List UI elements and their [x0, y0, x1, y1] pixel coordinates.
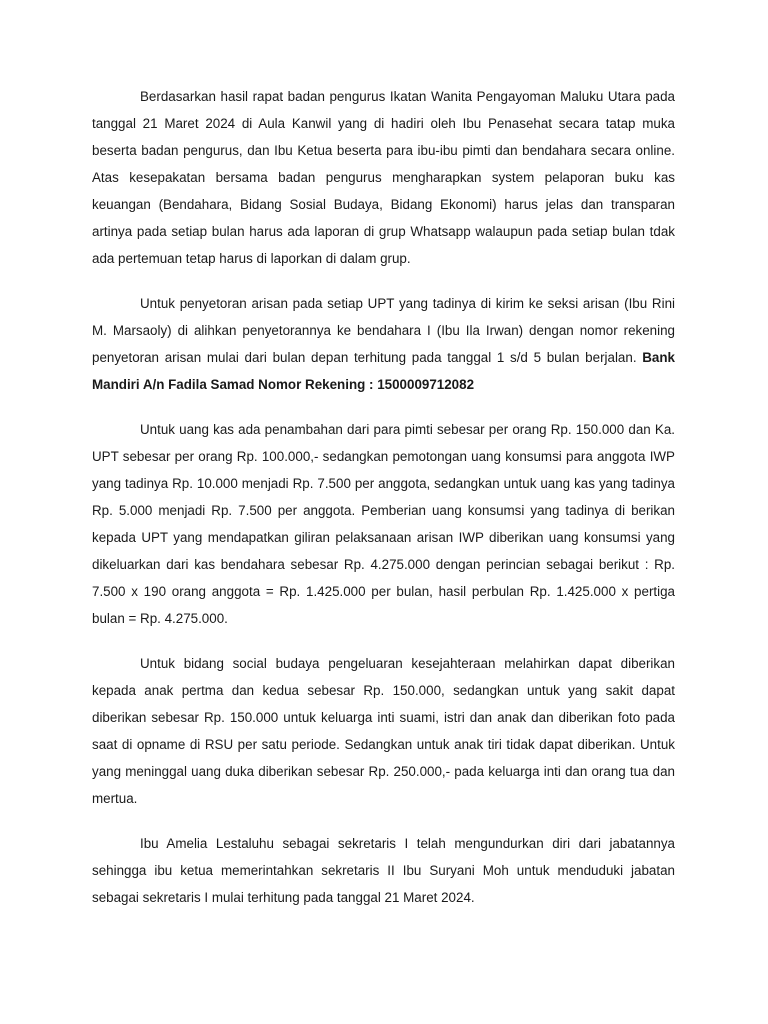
paragraph-arisan-text: Untuk penyetoran arisan pada setiap UPT yang tadinya di kirim ke seksi arisan (Ibu Rini M. Marsaoly) di alihkan penyetorannya ke bendahara I (Ibu Ila Irwan) dengan nomor rekening penyetoran arisan mulai dari bulan depan terhitung pada tanggal 1 s/d 5 bulan berjalan. [92, 296, 675, 365]
document-body [92, 83, 675, 929]
paragraph-meeting-summary: Berdasarkan hasil rapat badan pengurus Ikatan Wanita Pengayoman Maluku Utara pada tanggal 21 Maret 2024 di Aula Kanwil yang di hadiri oleh Ibu Penasehat secara tatap muka beserta badan pengurus, dan Ibu Ketua beserta para ibu-ibu pimti dan bendahara secara online. Atas kesepakatan bersama badan pengurus mengharapkan system pelaporan buku kas keuangan (Bendahara, Bidang Sosial Budaya, Bidang Ekonomi) harus jelas dan transparan artinya pada setiap bulan harus ada laporan di grup Whatsapp walaupun pada setiap bulan tdak ada pertemuan tetap harus di laporkan di dalam grup. [92, 89, 675, 266]
paragraph-social-welfare: Untuk bidang social budaya pengeluaran kesejahteraan melahirkan dapat diberikan kepada anak pertma dan kedua sebesar Rp. 150.000, sedangkan untuk yang sakit dapat diberikan sebesar Rp. 150.000 untuk keluarga inti suami, istri dan anak dan diberikan foto pada saat di opname di RSU per satu periode. Sedangkan untuk anak tiri tidak dapat diberikan. Untuk yang meninggal uang duka diberikan sebesar Rp. 250.000,- pada keluarga inti dan orang tua dan mertua. [92, 656, 675, 806]
paragraph-cash-contribution: Untuk uang kas ada penambahan dari para pimti sebesar per orang Rp. 150.000 dan Ka. UPT sebesar per orang Rp. 100.000,- sedangkan pemotongan uang konsumsi para anggota IWP yang tadinya Rp. 10.000 menjadi Rp. 7.500 per anggota, sedangkan untuk uang kas yang tadinya Rp. 5.000 menjadi Rp. 7.500 per anggota. Pemberian uang konsumsi yang tadinya di berikan kepada UPT yang mendapatkan giliran pelaksanaan arisan IWP diberikan uang konsumsi yang dikeluarkan dari kas bendahara sebesar Rp. 4.275.000 dengan perincian sebagai berikut : Rp. 7.500 x 190 orang anggota = Rp. 1.425.000 per bulan, hasil perbulan Rp. 1.425.000 x pertiga bulan = Rp. 4.275.000. [92, 422, 675, 626]
paragraph-secretary-change: Ibu Amelia Lestaluhu sebagai sekretaris I telah mengundurkan diri dari jabatannya sehingga ibu ketua memerintahkan sekretaris II Ibu Suryani Moh untuk menduduki jabatan sebagai sekretaris I mulai terhitung pada tanggal 21 Maret 2024. [92, 836, 675, 905]
paragraph-arisan-deposit [92, 290, 675, 398]
bank-account-info: Bank Mandiri A/n Fadila Samad Nomor Rekening : 1500009712082 [92, 350, 675, 392]
